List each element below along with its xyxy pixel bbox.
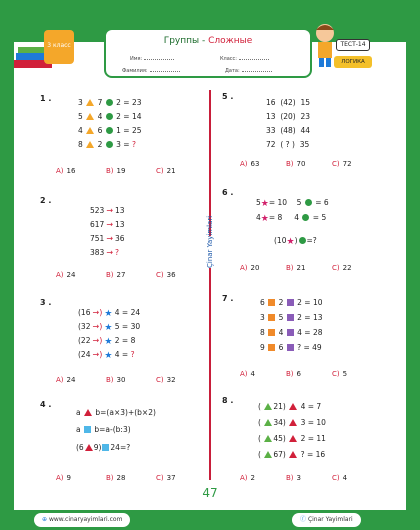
social-link[interactable] [292,513,361,527]
q6-line-1: 5★= 10 5 = 6 [256,198,329,209]
q6-answer-b[interactable]: B) 21 [286,264,306,272]
q2-line-1: 523 → 13 [90,206,125,215]
title-sep: - [199,36,209,46]
q7-line-4: 9 6 ? = 49 [260,343,322,352]
test-tag: ТЕСТ-14 [336,39,370,51]
q1-answer-c[interactable]: C) 21 [156,167,176,175]
q6-answer-c[interactable]: C) 22 [332,264,352,272]
q3-line-3: (22 →) ★ 2 = 8 [78,336,136,347]
website-link[interactable] [34,513,130,527]
q5-row-1: 16 (42) 15 [266,98,311,107]
q2-line-4: 383 → ? [90,248,120,257]
class-label: Класс: [220,56,237,62]
q4-line-2: a b=a-(b:3) [76,425,131,434]
q8-answer-c[interactable]: C) 4 [332,474,348,482]
q1-line-1: 3 7 2 = 23 [78,98,142,107]
q4-number: 4 . [40,400,52,409]
q8-answer-a[interactable]: A) 2 [240,474,255,482]
q3-line-2: (32 →) ★ 5 = 30 [78,322,141,333]
q3-line-4: (24 →) ★ 4 = ? [78,350,135,361]
q1-line-3: 4 6 1 = 25 [78,126,142,135]
q8-line-3: ( 45) 2 = 11 [258,434,326,443]
q4-answer-a[interactable]: A) 9 [56,474,71,482]
q6-number: 6 . [222,188,234,197]
date-label: Дата: [225,68,240,74]
q8-line-4: ( 67) ? = 16 [258,450,326,459]
q3-answer-c[interactable]: C) 32 [156,376,176,384]
q8-line-1: ( 21) 4 = 7 [258,402,322,411]
q2-answer-a[interactable]: A) 24 [56,271,76,279]
q5-answer-a[interactable]: A) 63 [240,160,260,168]
q3-line-1: (16 →) ★ 4 = 24 [78,308,141,319]
q1-answer-b[interactable]: B) 19 [106,167,126,175]
q4-answer-b[interactable]: B) 28 [106,474,126,482]
q5-row-3: 33 (48) 44 [266,126,311,135]
name-label: Имя: [130,56,143,62]
q2-number: 2 . [40,196,52,205]
q7-answer-a[interactable]: A) 4 [240,370,255,378]
q1-line-4: 8 2 3 = ? [78,140,136,149]
social-icon: ⓕ [300,516,307,523]
q6-line-2: 4★= 8 4 = 5 [256,213,327,224]
q2-answer-c[interactable]: C) 36 [156,271,176,279]
q7-line-2: 3 5 2 = 13 [260,313,323,322]
q4-line-1: a b=(a×3)+(b×2) [76,408,156,417]
sidebar-brand: Çinar Yayimlari [206,215,214,268]
q7-line-3: 8 4 4 = 28 [260,328,323,337]
title-tr: Сложные [208,36,253,46]
q5-answer-b[interactable]: B) 70 [286,160,306,168]
surname-label: Фамилия: [122,68,148,74]
title-ru: Группы [163,36,200,46]
q6-line-3: (10★) =? [274,236,317,247]
q2-line-2: 617 → 13 [90,220,125,229]
q7-answer-b[interactable]: B) 6 [286,370,302,378]
q2-line-3: 751 → 36 [90,234,125,243]
page-number: 47 [202,486,218,500]
q5-row-2: 13 (20) 23 [266,112,311,121]
q4-line-3: (6 9) 24=? [76,443,131,452]
q3-answer-b[interactable]: B) 30 [106,376,126,384]
q5-row-4: 72 ( ? ) 35 [266,140,310,149]
q5-number: 5 . [222,92,234,101]
q3-answer-a[interactable]: A) 24 [56,376,76,384]
q1-answer-a[interactable]: A) 16 [56,167,76,175]
name-field[interactable] [130,56,174,62]
date-field[interactable] [225,68,272,74]
q1-number: 1 . [40,94,52,103]
grade-badge: 3 класс [44,30,74,64]
q8-number: 8 . [222,396,234,405]
q8-answer-b[interactable]: B) 3 [286,474,302,482]
q7-line-1: 6 2 2 = 10 [260,298,323,307]
q7-number: 7 . [222,294,234,303]
q6-answer-a[interactable]: A) 20 [240,264,260,272]
column-divider [209,90,211,480]
social-text: Çinar Yayimlari [307,516,353,523]
q1-line-2: 5 4 2 = 14 [78,112,142,121]
globe-icon: ⊕ [42,516,48,523]
website-text: www.cinaryayimlari.com [48,516,123,523]
class-field[interactable] [220,56,269,62]
q2-answer-b[interactable]: B) 27 [106,271,126,279]
surname-field[interactable] [122,68,180,74]
q5-answer-c[interactable]: C) 72 [332,160,352,168]
q7-answer-c[interactable]: C) 5 [332,370,348,378]
q4-answer-c[interactable]: C) 37 [156,474,176,482]
logic-tag: ЛОГИКА [334,56,372,68]
q3-number: 3 . [40,298,52,307]
page-title [110,36,306,46]
q8-line-2: ( 34) 3 = 10 [258,418,326,427]
